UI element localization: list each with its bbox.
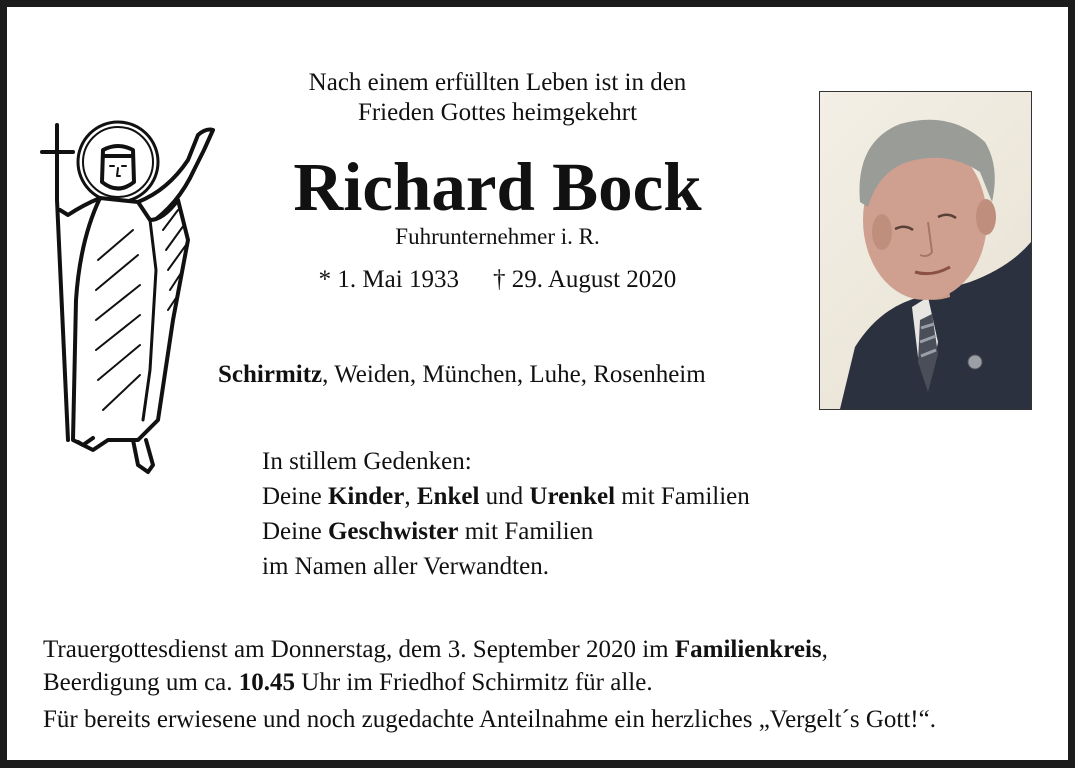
text: Deine bbox=[262, 483, 328, 510]
mourners-heading: In stillem Gedenken: bbox=[262, 448, 472, 475]
text-bold: Urenkel bbox=[529, 483, 616, 510]
places-line bbox=[218, 360, 706, 390]
service-line-2 bbox=[43, 666, 936, 699]
text: , bbox=[404, 483, 417, 510]
text-bold: Familienkreis bbox=[674, 636, 822, 663]
text-bold: Kinder bbox=[327, 483, 405, 510]
places-rest: , Weiden, München, Luhe, Rosenheim bbox=[322, 361, 706, 388]
intro-line-2: Frieden Gottes heimgekehrt bbox=[357, 99, 638, 126]
text: Deine bbox=[262, 518, 328, 545]
text: Beerdigung um ca. bbox=[43, 669, 239, 696]
thanks-line: Für bereits erwiesene und noch zugedachte Anteilnahme ein herzliches „Vergelt´s Gott!“. bbox=[43, 706, 936, 733]
mourners-block bbox=[262, 444, 750, 584]
profession: Fuhrunternehmer i. R. bbox=[395, 224, 600, 249]
text-bold: Geschwister bbox=[327, 518, 459, 545]
death-date: † 29. August 2020 bbox=[492, 266, 677, 293]
intro-line-1: Nach einem erfüllten Leben ist in den bbox=[308, 69, 687, 96]
portrait-icon bbox=[820, 92, 1031, 409]
mourners-line-children bbox=[262, 479, 750, 514]
service-line-1 bbox=[43, 633, 936, 666]
text-bold: Enkel bbox=[416, 483, 480, 510]
mourners-line-relatives: im Namen aller Verwandten. bbox=[262, 553, 549, 580]
text: mit Familien bbox=[458, 518, 594, 545]
mourners-line-siblings bbox=[262, 514, 750, 549]
risen-christ-icon bbox=[38, 120, 223, 480]
text: und bbox=[479, 483, 530, 510]
text: Trauergottesdienst am Donnerstag, dem 3. September 2020 im bbox=[43, 636, 675, 663]
text: mit Familien bbox=[615, 483, 750, 510]
place-bold: Schirmitz bbox=[218, 361, 323, 388]
deceased-name: Richard Bock bbox=[293, 149, 702, 225]
birth-date: * 1. Mai 1933 bbox=[318, 266, 459, 293]
text-bold: 10.45 bbox=[238, 669, 296, 696]
text: , bbox=[821, 636, 828, 663]
intro-text bbox=[250, 68, 745, 128]
life-dates bbox=[250, 265, 745, 295]
text: Uhr im Friedhof Schirmitz für alle. bbox=[295, 669, 653, 696]
service-info bbox=[43, 633, 936, 736]
portrait-photo bbox=[819, 91, 1032, 410]
